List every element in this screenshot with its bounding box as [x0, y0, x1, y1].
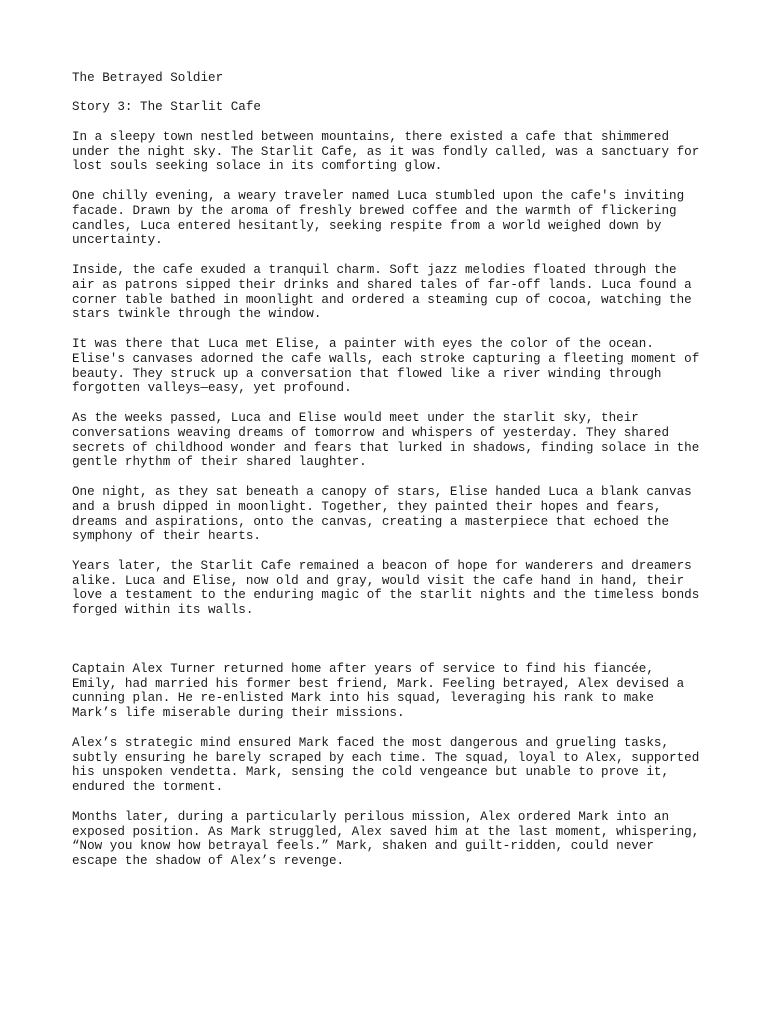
- starlit-paragraph-4: It was there that Luca met Elise, a painter with eyes the color of the ocean. Elise's canvases adorned the cafe walls, each stroke capturing a fleeting moment of beauty. They struck up a conversation that flowed like a river winding through forgotten valleys—easy, yet profound.: [72, 336, 700, 396]
- soldier-paragraph-1: Captain Alex Turner returned home after years of service to find his fiancée, Emily, had married his former best friend, Mark. Feeling betrayed, Alex devised a cunning plan. He re-enlisted Mark into his squad, leveraging his rank to make Mark’s life miserable during their missions.: [72, 661, 685, 721]
- soldier-paragraph-2: Alex’s strategic mind ensured Mark faced the most dangerous and grueling tasks, subtly ensuring he barely scraped by each time. The squad, loyal to Alex, supported his unspoken vendetta. Mark, sensing the cold vengeance but unable to prove it, endured the torment.: [72, 735, 700, 795]
- document-title: The Betrayed Soldier: [72, 71, 224, 85]
- starlit-paragraph-1: In a sleepy town nestled between mountains, there existed a cafe that shimmered under the night sky. The Starlit Cafe, as it was fondly called, was a sanctuary for lost souls seeking solace in its comforting glow.: [72, 129, 700, 174]
- document-page: [72, 71, 704, 884]
- starlit-paragraph-3: Inside, the cafe exuded a tranquil charm. Soft jazz melodies floated through the air as patrons sipped their drinks and shared tales of far-off lands. Luca found a corner table bathed in moonlight and ordered a steaming cup of cocoa, watching the stars twinkle through the window.: [72, 262, 692, 322]
- starlit-paragraph-6: One night, as they sat beneath a canopy of stars, Elise handed Luca a blank canvas and a brush dipped in moonlight. Together, they painted their hopes and fears, dreams and aspirations, onto the canvas, creating a masterpiece that echoed the symphony of their hearts.: [72, 484, 692, 544]
- starlit-paragraph-7: Years later, the Starlit Cafe remained a beacon of hope for wanderers and dreamers alike. Luca and Elise, now old and gray, would visit the cafe hand in hand, their love a testament to the enduring magic of the starlit nights and the timeless bonds forged within its walls.: [72, 558, 700, 618]
- story-heading: Story 3: The Starlit Cafe: [72, 100, 261, 115]
- starlit-paragraph-2: One chilly evening, a weary traveler named Luca stumbled upon the cafe's inviting facade. Drawn by the aroma of freshly brewed coffee and the warmth of flickering candles, Luca entered hesitantly, seeking respite from a world weighed down by uncertainty.: [72, 188, 685, 248]
- soldier-paragraph-3: Months later, during a particularly perilous mission, Alex ordered Mark into an exposed position. As Mark struggled, Alex saved him at the last moment, whispering, “Now you know how betrayal feels.” Mark, shaken and guilt-ridden, could never escape the shadow of Alex’s revenge.: [72, 809, 700, 869]
- starlit-paragraph-5: As the weeks passed, Luca and Elise would meet under the starlit sky, their conversations weaving dreams of tomorrow and whispers of yesterday. They shared secrets of childhood wonder and fears that lurked in shadows, finding solace in the gentle rhythm of their shared laughter.: [72, 410, 700, 470]
- section-gap: [72, 633, 704, 662]
